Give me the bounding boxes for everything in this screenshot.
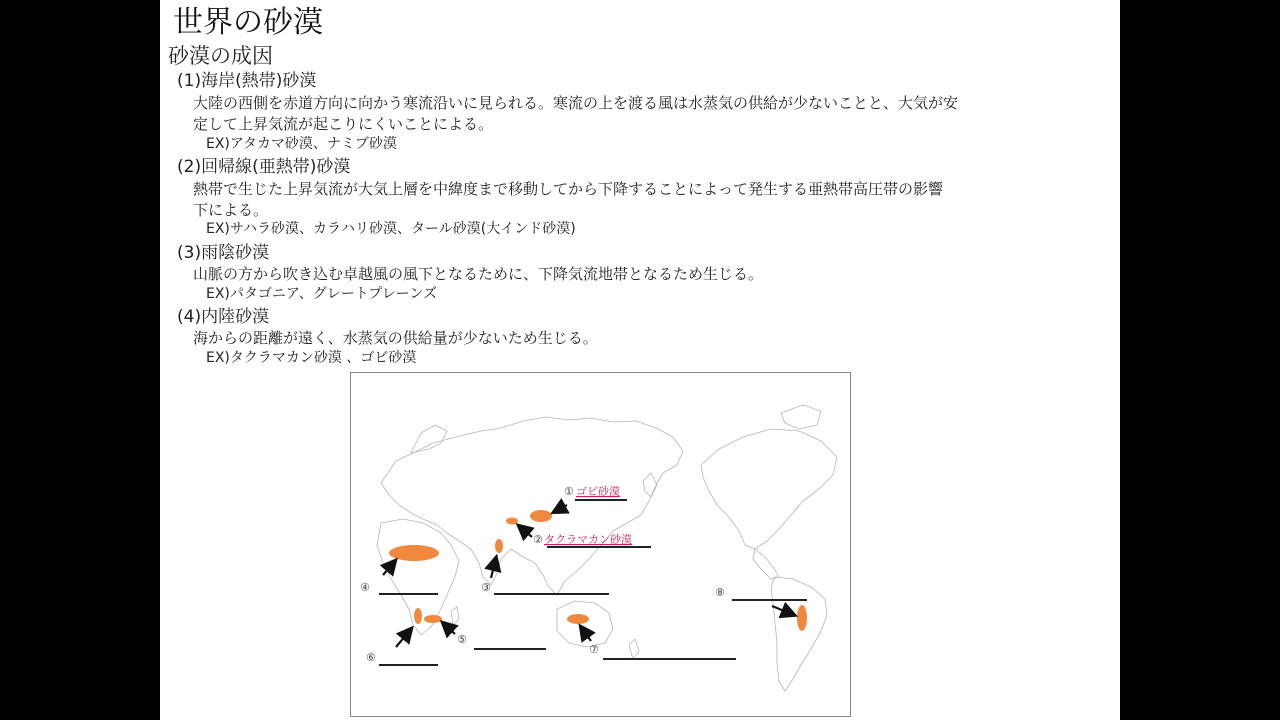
section-heading-3: (3)雨陰砂漠 (177, 243, 270, 263)
desert-sahara (389, 545, 439, 561)
marker-num-1: ① (564, 485, 574, 498)
world-map (350, 372, 851, 717)
section-heading-4: (4)内陸砂漠 (177, 307, 270, 327)
arrow-3 (491, 558, 496, 578)
marker-num-3: ③ (481, 581, 491, 594)
section-2-example: EX)サハラ砂漠、カラハリ砂漠、タール砂漠(大インド砂漠) (206, 221, 576, 237)
marker-num-8: ⑧ (715, 586, 725, 599)
section-4-line-1: 海からの距離が遠く、水蒸気の供給量が少ないため生じる。 (193, 329, 598, 347)
desert-gobi (530, 510, 552, 522)
scandinavia-outline (411, 425, 447, 453)
section-1-line-2: 定して上昇気流が起こりにくいことによる。 (193, 115, 494, 133)
slide (160, 0, 1120, 720)
section-3-line-1: 山脈の方から吹き込む卓越風の風下となるために、下降気流地帯となるため生じる。 (193, 265, 764, 283)
marker-num-7: ⑦ (589, 643, 599, 656)
central-america-outline (753, 549, 779, 579)
arrow-7 (581, 627, 591, 641)
desert-namib (414, 608, 422, 624)
marker-num-6: ⑥ (366, 651, 376, 664)
new-zealand-outline (629, 639, 639, 659)
desert-kalahari (424, 615, 442, 623)
arrow-2 (519, 526, 532, 537)
arrow-8 (772, 606, 794, 615)
section-3-example: EX)パタゴニア、グレートプレーンズ (206, 286, 438, 302)
section-heading-1: (1)海岸(熱帯)砂漠 (177, 71, 317, 91)
section-1-line-1: 大陸の西側を赤道方向に向かう寒流沿いに見られる。寒流の上を渡る風は水蒸気の供給が少ないことと、大気が安 (193, 94, 959, 112)
section-1-example: EX)アタカマ砂漠、ナミブ砂漠 (206, 136, 397, 152)
desert-thar (495, 539, 503, 553)
marker-num-5: ⑤ (457, 633, 467, 646)
desert-australia (567, 614, 589, 624)
desert-taklamakan (506, 518, 518, 525)
madagascar-outline (451, 607, 459, 625)
section-2-line-1: 熱帯で生じた上昇気流が大気上層を中緯度まで移動してから下降することによって発生する亜熱帯高圧帯の影響 (193, 180, 944, 198)
pointer-arrows (383, 505, 794, 647)
page-title: 世界の砂漠 (173, 5, 323, 40)
desert-patagonia (797, 605, 807, 631)
south-america-outline (771, 577, 827, 691)
marker-label-1: ゴビ砂漠 (576, 485, 620, 498)
marker-num-4: ④ (360, 581, 370, 594)
arrow-4 (383, 561, 395, 575)
australia-outline (557, 601, 613, 647)
subtitle: 砂漠の成因 (168, 44, 273, 68)
marker-num-2: ② (533, 533, 543, 546)
japan-outline (643, 473, 657, 497)
answer-blanks (379, 500, 807, 665)
eurasia-outline (381, 417, 683, 595)
desert-areas (389, 510, 807, 631)
arrow-6 (396, 629, 411, 647)
marker-label-2: タクラマカン砂漠 (544, 533, 632, 546)
section-4-example: EX)タクラマカン砂漠 、ゴビ砂漠 (206, 350, 417, 366)
section-2-line-2: 下による。 (193, 201, 269, 219)
arrow-1 (554, 505, 567, 512)
north-america-outline (701, 429, 837, 549)
section-heading-2: (2)回帰線(亜熱帯)砂漠 (177, 157, 351, 177)
greenland-outline (781, 405, 821, 429)
